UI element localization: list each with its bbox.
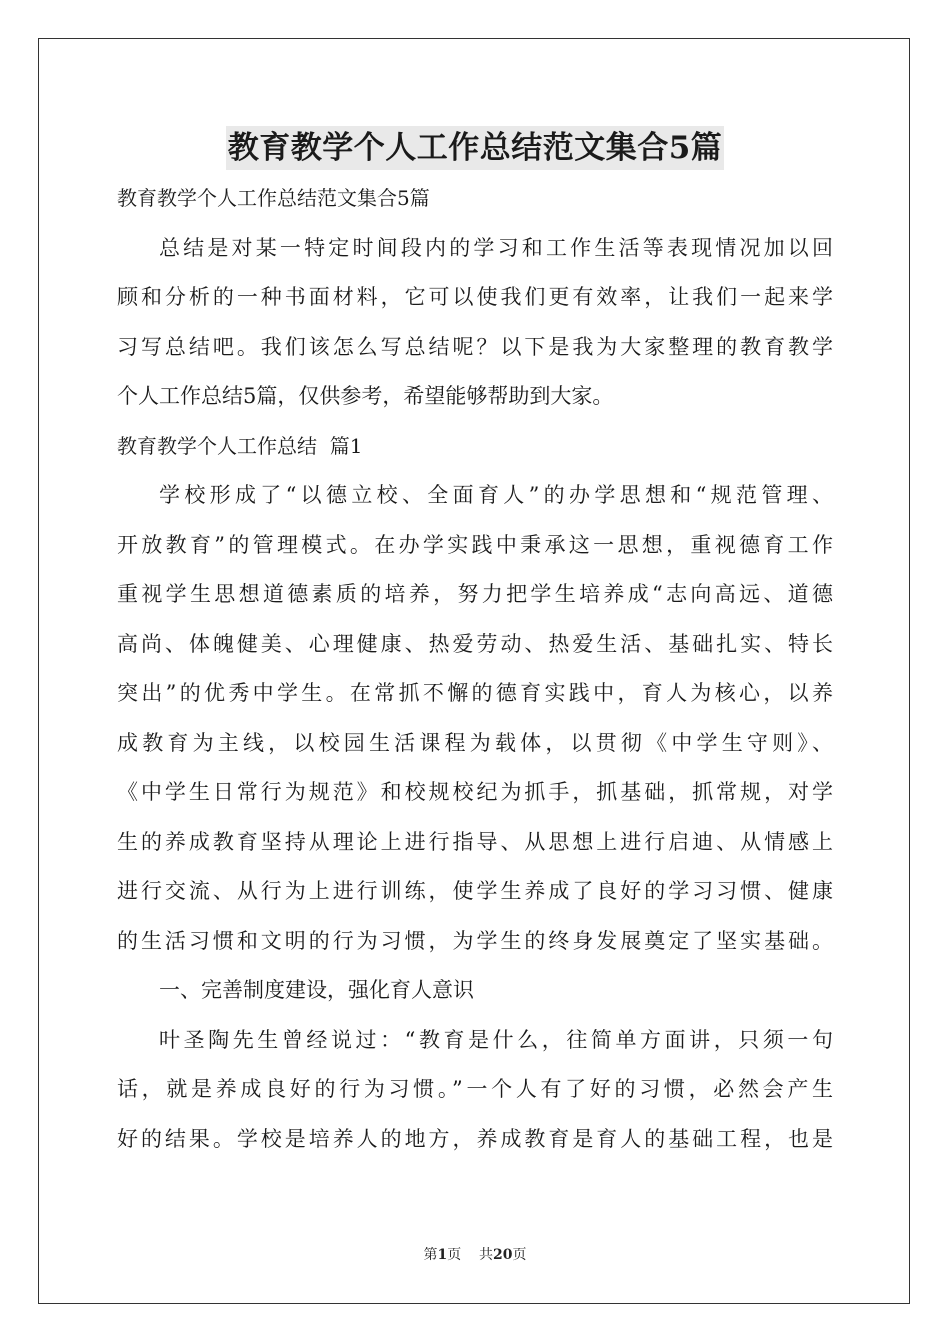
text-line: 突出”的优秀中学生。在常抓不懈的德育实践中，育人为核心，以养 <box>117 681 833 705</box>
text-line: 学校形成了“以德立校、全面育人”的办学思想和“规范管理、 <box>159 483 833 507</box>
text-line: 话，就是养成良好的行为习惯。”一个人有了好的习惯，必然会产生 <box>117 1077 833 1101</box>
text-line: 叶圣陶先生曾经说过：“教育是什么，往简单方面讲，只须一句 <box>159 1027 833 1052</box>
text-line: 总结是对某一特定时间段内的学习和工作生活等表现情况加以回 <box>159 235 833 260</box>
page-prefix: 第 <box>423 1247 438 1263</box>
title-area <box>0 126 950 170</box>
page-current: 1 <box>437 1247 448 1263</box>
document-body <box>117 174 833 1164</box>
text-line: 一、完善制度建设，强化育人意识 <box>159 978 474 1002</box>
text-line: 教育教学个人工作总结 篇1 <box>117 433 363 458</box>
page-suffix: 页 <box>512 1247 527 1263</box>
page-footer <box>0 1244 950 1264</box>
text-line: 好的结果。学校是培养人的地方，养成教育是育人的基础工程，也是 <box>117 1126 833 1151</box>
text-line: 的生活习惯和文明的行为习惯，为学生的终身发展奠定了坚实基础。 <box>117 928 833 953</box>
text-line: 教育教学个人工作总结范文集合5篇 <box>117 186 430 210</box>
text-line: 开放教育”的管理模式。在办学实践中秉承这一思想，重视德育工作 <box>117 532 833 557</box>
text-line: 进行交流、从行为上进行训练，使学生养成了良好的学习习惯、健康 <box>117 879 833 903</box>
text-line: 习写总结吧。我们该怎么写总结呢？以下是我为大家整理的教育教学 <box>117 334 833 359</box>
text-line: 个人工作总结5篇，仅供参考，希望能够帮助到大家。 <box>117 384 614 408</box>
text-line: 生的养成教育坚持从理论上进行指导、从思想上进行启迪、从情感上 <box>117 829 833 854</box>
text-line: 重视学生思想道德素质的培养，努力把学生培养成“志向高远、道德 <box>117 582 833 606</box>
text-line: 高尚、体魄健美、心理健康、热爱劳动、热爱生活、基础扎实、特长 <box>117 631 833 656</box>
document-title: 教育教学个人工作总结范文集合5篇 <box>226 126 725 170</box>
page-total: 20 <box>493 1247 513 1263</box>
text-line: 成教育为主线，以校园生活课程为载体，以贯彻《中学生守则》、 <box>117 730 833 755</box>
text-line: 《中学生日常行为规范》和校规校纪为抓手，抓基础，抓常规，对学 <box>117 780 833 804</box>
text-line: 顾和分析的一种书面材料，它可以使我们更有效率，让我们一起来学 <box>117 285 833 309</box>
page-mid: 页 共 <box>447 1247 494 1263</box>
